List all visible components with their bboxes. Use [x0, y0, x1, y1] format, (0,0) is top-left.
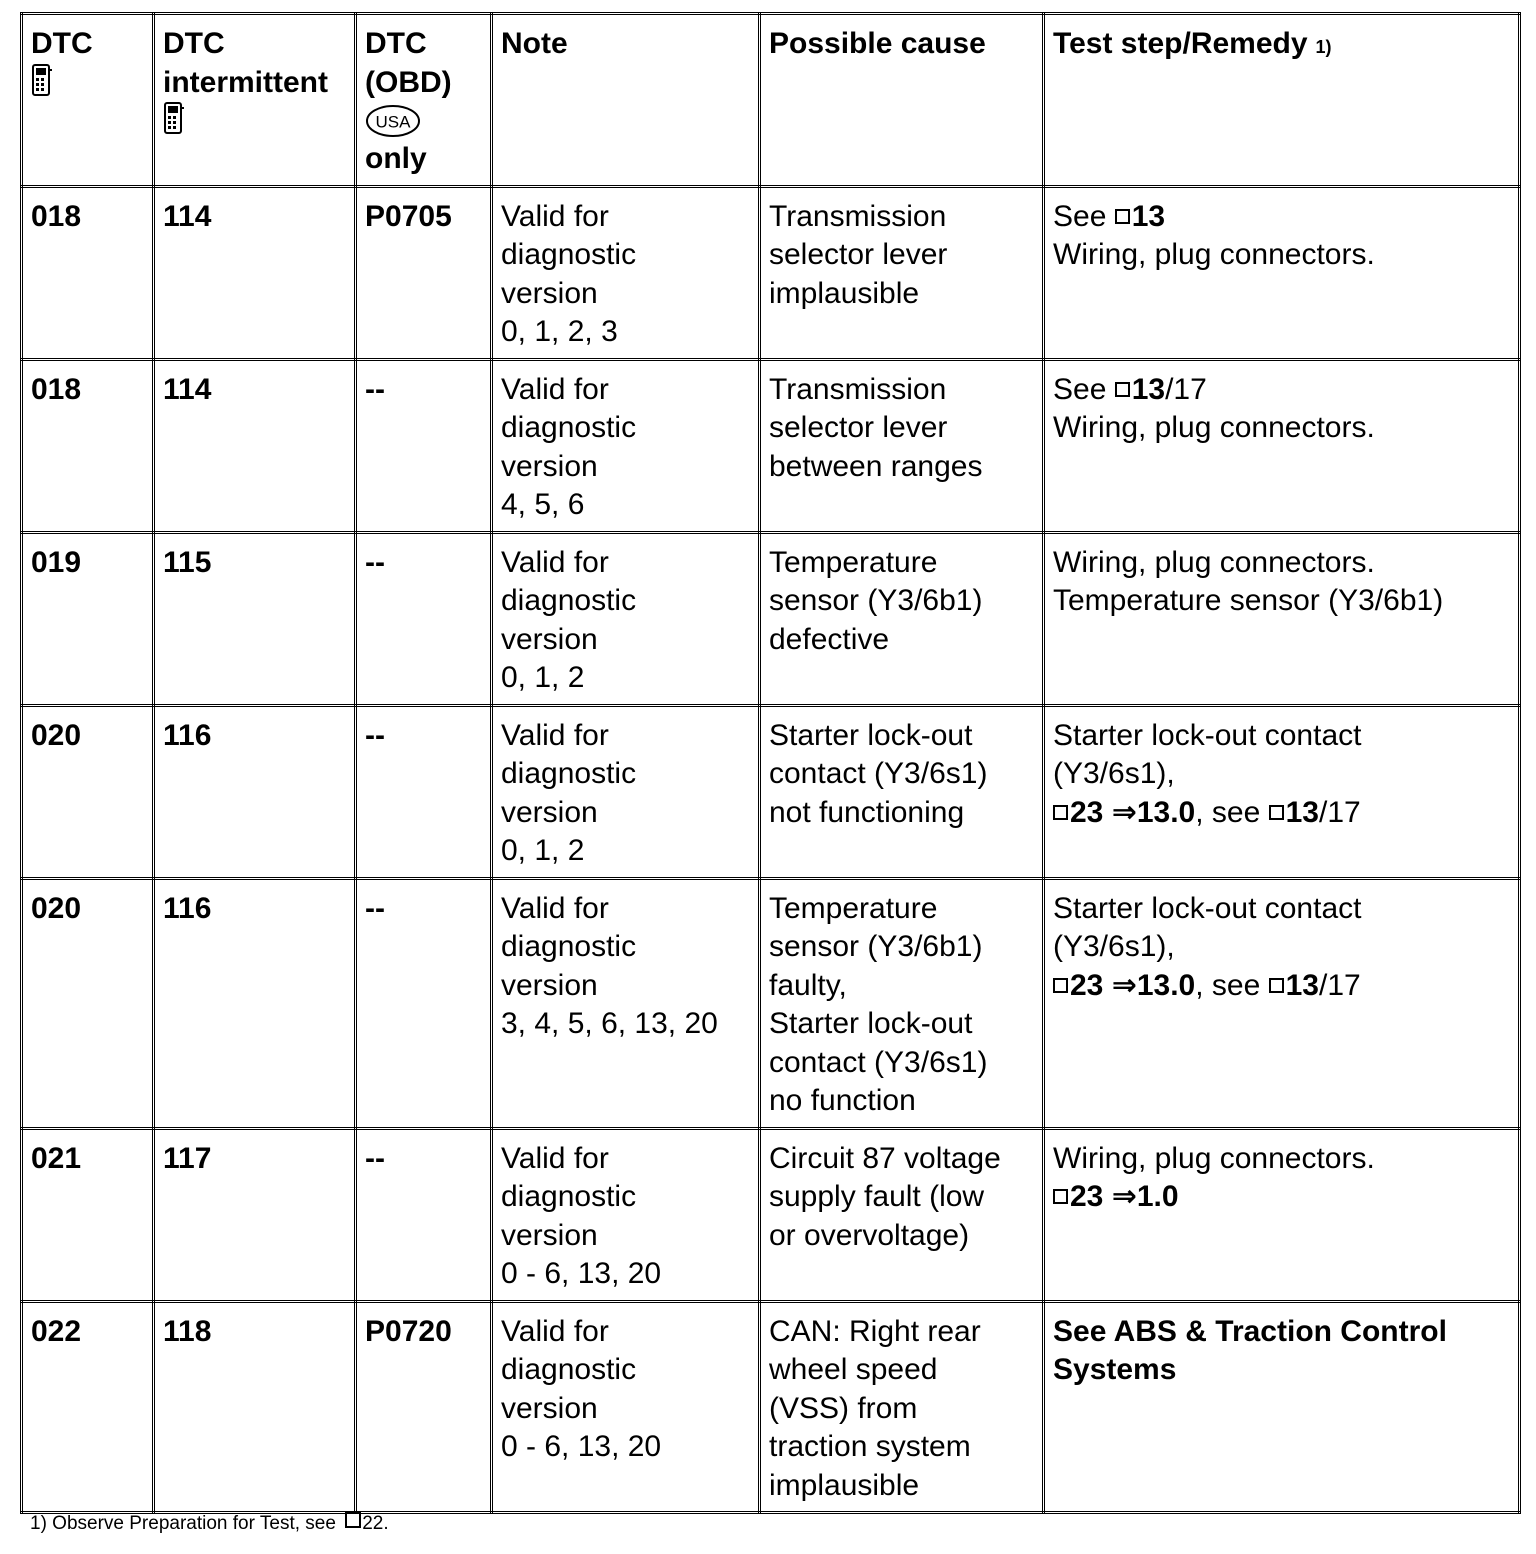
dtc-cell [22, 705, 154, 878]
note-line: diagnostic [501, 757, 637, 790]
possible-cause-cell [760, 705, 1044, 878]
dtc-intermittent-code: 114 [163, 372, 212, 406]
table-row [22, 1128, 1520, 1301]
header-possible-cause [760, 14, 1044, 187]
header-dtc-obd [356, 14, 492, 187]
note-line: version [501, 1391, 598, 1425]
remedy-cell [1044, 1128, 1520, 1301]
header-dtc-label: DTC [31, 27, 93, 60]
table-row [22, 1301, 1520, 1513]
note-line: diagnostic [501, 1180, 637, 1213]
page-reference-icon [1269, 978, 1284, 993]
remedy-text: See [1053, 372, 1115, 406]
dtc-obd-cell [356, 1301, 492, 1513]
note-cell [492, 878, 760, 1128]
remedy-line [1053, 967, 1511, 1006]
cause-line: selector lever [769, 238, 948, 271]
footnote [30, 1512, 389, 1536]
remedy-text: Starter lock-out contact [1053, 718, 1362, 752]
dtc-intermittent-cell [154, 705, 356, 878]
cause-line: sensor (Y3/6b1) [769, 584, 983, 617]
cause-line: faulty, [769, 968, 847, 1002]
dtc-intermittent-cell [154, 878, 356, 1128]
page-reference-icon [1053, 978, 1068, 993]
note-line: diagnostic [501, 584, 637, 617]
footnote-ref: 1) [1315, 37, 1332, 57]
remedy-text: 23 ⇒13.0 [1070, 795, 1196, 829]
header-dtc [22, 14, 154, 187]
cause-line: no function [769, 1084, 916, 1117]
dtc-code: 018 [31, 199, 82, 233]
dtc-intermittent-code: 117 [163, 1141, 212, 1175]
remedy-text: Starter lock-out contact [1053, 891, 1362, 925]
dtc-code: 018 [31, 372, 82, 406]
note-line: diagnostic [501, 1353, 637, 1386]
dtc-intermittent-code: 118 [163, 1314, 212, 1348]
dtc-obd-cell [356, 1128, 492, 1301]
page-reference-icon [1053, 805, 1068, 820]
header-test-step [1044, 14, 1520, 187]
page-reference-icon [1269, 805, 1284, 820]
header-dtc-obd-line3: only [365, 142, 427, 175]
header-dtc-intermittent-line1: DTC [163, 27, 225, 60]
dtc-cell [22, 359, 154, 532]
dtc-intermittent-cell [154, 532, 356, 705]
note-cell [492, 532, 760, 705]
dtc-code: 021 [31, 1141, 82, 1175]
remedy-line [1053, 371, 1511, 410]
possible-cause-cell [760, 186, 1044, 359]
dtc-code: 020 [31, 718, 82, 752]
remedy-cell [1044, 1301, 1520, 1513]
remedy-text: 23 ⇒1.0 [1070, 1180, 1179, 1213]
dtc-obd-code: -- [365, 372, 385, 406]
remedy-line [1053, 1178, 1511, 1217]
note-line: version [501, 276, 598, 310]
cause-line: or overvoltage) [769, 1218, 970, 1252]
note-line: 0, 1, 2 [501, 834, 585, 867]
remedy-line [1053, 198, 1511, 237]
remedy-text: (Y3/6s1), [1053, 757, 1175, 790]
dtc-obd-code: P0705 [365, 199, 452, 233]
page-reference-icon [1115, 209, 1130, 224]
remedy-text: , see [1195, 968, 1269, 1002]
remedy-text: /17 [1318, 795, 1361, 829]
cause-line: contact (Y3/6s1) [769, 757, 988, 790]
remedy-line [1053, 544, 1511, 583]
remedy-line [1053, 794, 1511, 833]
dtc-code: 022 [31, 1314, 82, 1348]
remedy-text: Wiring, plug connectors. [1053, 1141, 1375, 1175]
remedy-cell [1044, 532, 1520, 705]
page-reference-icon [1115, 382, 1130, 397]
dtc-code: 020 [31, 891, 82, 925]
possible-cause-cell [760, 1128, 1044, 1301]
note-line: Valid for [501, 1141, 609, 1175]
page-reference-icon [1053, 1189, 1068, 1204]
header-test-step-label: Test step/Remedy [1053, 27, 1308, 60]
remedy-line [1053, 717, 1511, 756]
remedy-line [1053, 890, 1511, 929]
header-note [492, 14, 760, 187]
usa-badge-icon [365, 102, 425, 140]
diagnostic-tester-icon [31, 64, 53, 98]
note-line: version [501, 449, 598, 483]
cause-line: defective [769, 622, 890, 656]
remedy-text: Wiring, plug connectors. [1053, 238, 1375, 271]
footnote-page: 22. [362, 1513, 389, 1534]
cause-line: sensor (Y3/6b1) [769, 930, 983, 963]
usa-badge-text: USA [375, 112, 411, 132]
cause-line: between ranges [769, 449, 983, 483]
remedy-line [1053, 582, 1511, 621]
note-cell [492, 186, 760, 359]
remedy-text: /17 [1165, 372, 1207, 406]
cause-line: not functioning [769, 795, 965, 829]
note-line: version [501, 968, 598, 1002]
remedy-text: , see [1195, 795, 1269, 829]
dtc-obd-cell [356, 186, 492, 359]
table-body [22, 186, 1520, 1513]
table-row [22, 359, 1520, 532]
note-cell [492, 359, 760, 532]
header-dtc-intermittent [154, 14, 356, 187]
diagnostic-tester-icon [163, 102, 185, 136]
dtc-obd-code: -- [365, 545, 385, 579]
dtc-cell [22, 532, 154, 705]
cause-line: implausible [769, 1468, 920, 1502]
remedy-line [1053, 1313, 1511, 1352]
remedy-text: Systems [1053, 1353, 1177, 1386]
remedy-text: 13 [1285, 968, 1319, 1002]
dtc-cell [22, 1301, 154, 1513]
dtc-intermittent-cell [154, 1128, 356, 1301]
note-line: version [501, 1218, 598, 1252]
note-line: version [501, 622, 598, 656]
cause-line: CAN: Right rear [769, 1314, 981, 1348]
footnote-text: 1) Observe Preparation for Test, see [30, 1513, 342, 1534]
remedy-line [1053, 1140, 1511, 1179]
remedy-line [1053, 755, 1511, 794]
header-row [22, 14, 1520, 187]
table-row [22, 705, 1520, 878]
dtc-obd-code: -- [365, 1141, 385, 1175]
possible-cause-cell [760, 1301, 1044, 1513]
remedy-text: /17 [1318, 968, 1361, 1002]
header-test-step-label-wrap [1053, 25, 1511, 67]
header-dtc-obd-line1: DTC [365, 27, 427, 60]
remedy-text: 13 [1285, 795, 1319, 829]
note-line: Valid for [501, 199, 609, 233]
table-row [22, 878, 1520, 1128]
note-line: diagnostic [501, 411, 637, 444]
note-cell [492, 705, 760, 878]
cause-line: (VSS) from [769, 1391, 918, 1425]
note-line: Valid for [501, 718, 609, 752]
header-possible-cause-label: Possible cause [769, 27, 986, 60]
remedy-line [1053, 1351, 1511, 1390]
remedy-text: 13 [1131, 199, 1166, 233]
header-note-label: Note [501, 27, 568, 60]
cause-line: Transmission [769, 199, 947, 233]
page-reference-icon [345, 1512, 361, 1528]
note-line: diagnostic [501, 238, 637, 271]
cause-line: Temperature [769, 891, 938, 925]
remedy-text: Wiring, plug connectors. [1053, 545, 1375, 579]
dtc-intermittent-cell [154, 1301, 356, 1513]
dtc-code: 019 [31, 545, 82, 579]
remedy-line [1053, 236, 1511, 275]
dtc-obd-code: -- [365, 891, 385, 925]
note-line: version [501, 795, 598, 829]
header-dtc-intermittent-line2: intermittent [163, 65, 328, 99]
remedy-text: (Y3/6s1), [1053, 930, 1175, 963]
remedy-cell [1044, 359, 1520, 532]
dtc-obd-code: -- [365, 718, 385, 752]
dtc-obd-cell [356, 705, 492, 878]
dtc-obd-cell [356, 359, 492, 532]
dtc-cell [22, 186, 154, 359]
remedy-cell [1044, 186, 1520, 359]
cause-line: traction system [769, 1430, 971, 1463]
note-line: 0, 1, 2, 3 [501, 315, 618, 348]
remedy-text: See [1053, 199, 1115, 233]
possible-cause-cell [760, 532, 1044, 705]
dtc-obd-cell [356, 878, 492, 1128]
cause-line: supply fault (low [769, 1180, 985, 1213]
remedy-text: Wiring, plug connectors. [1053, 411, 1375, 444]
dtc-intermittent-code: 114 [163, 199, 212, 233]
dtc-obd-cell [356, 532, 492, 705]
note-line: Valid for [501, 1314, 609, 1348]
remedy-text: Temperature sensor (Y3/6b1) [1053, 584, 1444, 617]
dtc-intermittent-code: 116 [163, 718, 212, 752]
remedy-text: See ABS & Traction Control [1053, 1314, 1447, 1348]
possible-cause-cell [760, 878, 1044, 1128]
cause-line: Temperature [769, 545, 938, 579]
note-line: diagnostic [501, 930, 637, 963]
dtc-cell [22, 1128, 154, 1301]
dtc-table [20, 12, 1521, 1514]
dtc-obd-code: P0720 [365, 1314, 452, 1348]
cause-line: Starter lock-out [769, 718, 973, 752]
header-dtc-obd-line2: (OBD) [365, 65, 452, 99]
note-line: 0 - 6, 13, 20 [501, 1430, 662, 1463]
remedy-cell [1044, 878, 1520, 1128]
note-line: Valid for [501, 545, 609, 579]
table-row [22, 186, 1520, 359]
dtc-intermittent-code: 116 [163, 891, 212, 925]
cause-line: Circuit 87 voltage [769, 1141, 1001, 1175]
note-line: 3, 4, 5, 6, 13, 20 [501, 1007, 718, 1040]
note-line: Valid for [501, 372, 609, 406]
cause-line: Transmission [769, 372, 947, 406]
possible-cause-cell [760, 359, 1044, 532]
cause-line: contact (Y3/6s1) [769, 1045, 988, 1079]
cause-line: selector lever [769, 411, 948, 444]
table-row [22, 532, 1520, 705]
note-line: 4, 5, 6 [501, 488, 585, 521]
dtc-intermittent-cell [154, 186, 356, 359]
cause-line: implausible [769, 276, 920, 310]
remedy-text: 13 [1131, 372, 1166, 406]
dtc-cell [22, 878, 154, 1128]
note-line: 0 - 6, 13, 20 [501, 1257, 662, 1290]
note-cell [492, 1128, 760, 1301]
dtc-intermittent-code: 115 [163, 545, 212, 579]
remedy-cell [1044, 705, 1520, 878]
note-cell [492, 1301, 760, 1513]
cause-line: Starter lock-out [769, 1007, 973, 1040]
remedy-line [1053, 409, 1511, 448]
remedy-text: 23 ⇒13.0 [1070, 968, 1196, 1002]
note-line: 0, 1, 2 [501, 661, 585, 694]
note-line: Valid for [501, 891, 609, 925]
cause-line: wheel speed [769, 1353, 938, 1386]
remedy-line [1053, 928, 1511, 967]
dtc-intermittent-cell [154, 359, 356, 532]
